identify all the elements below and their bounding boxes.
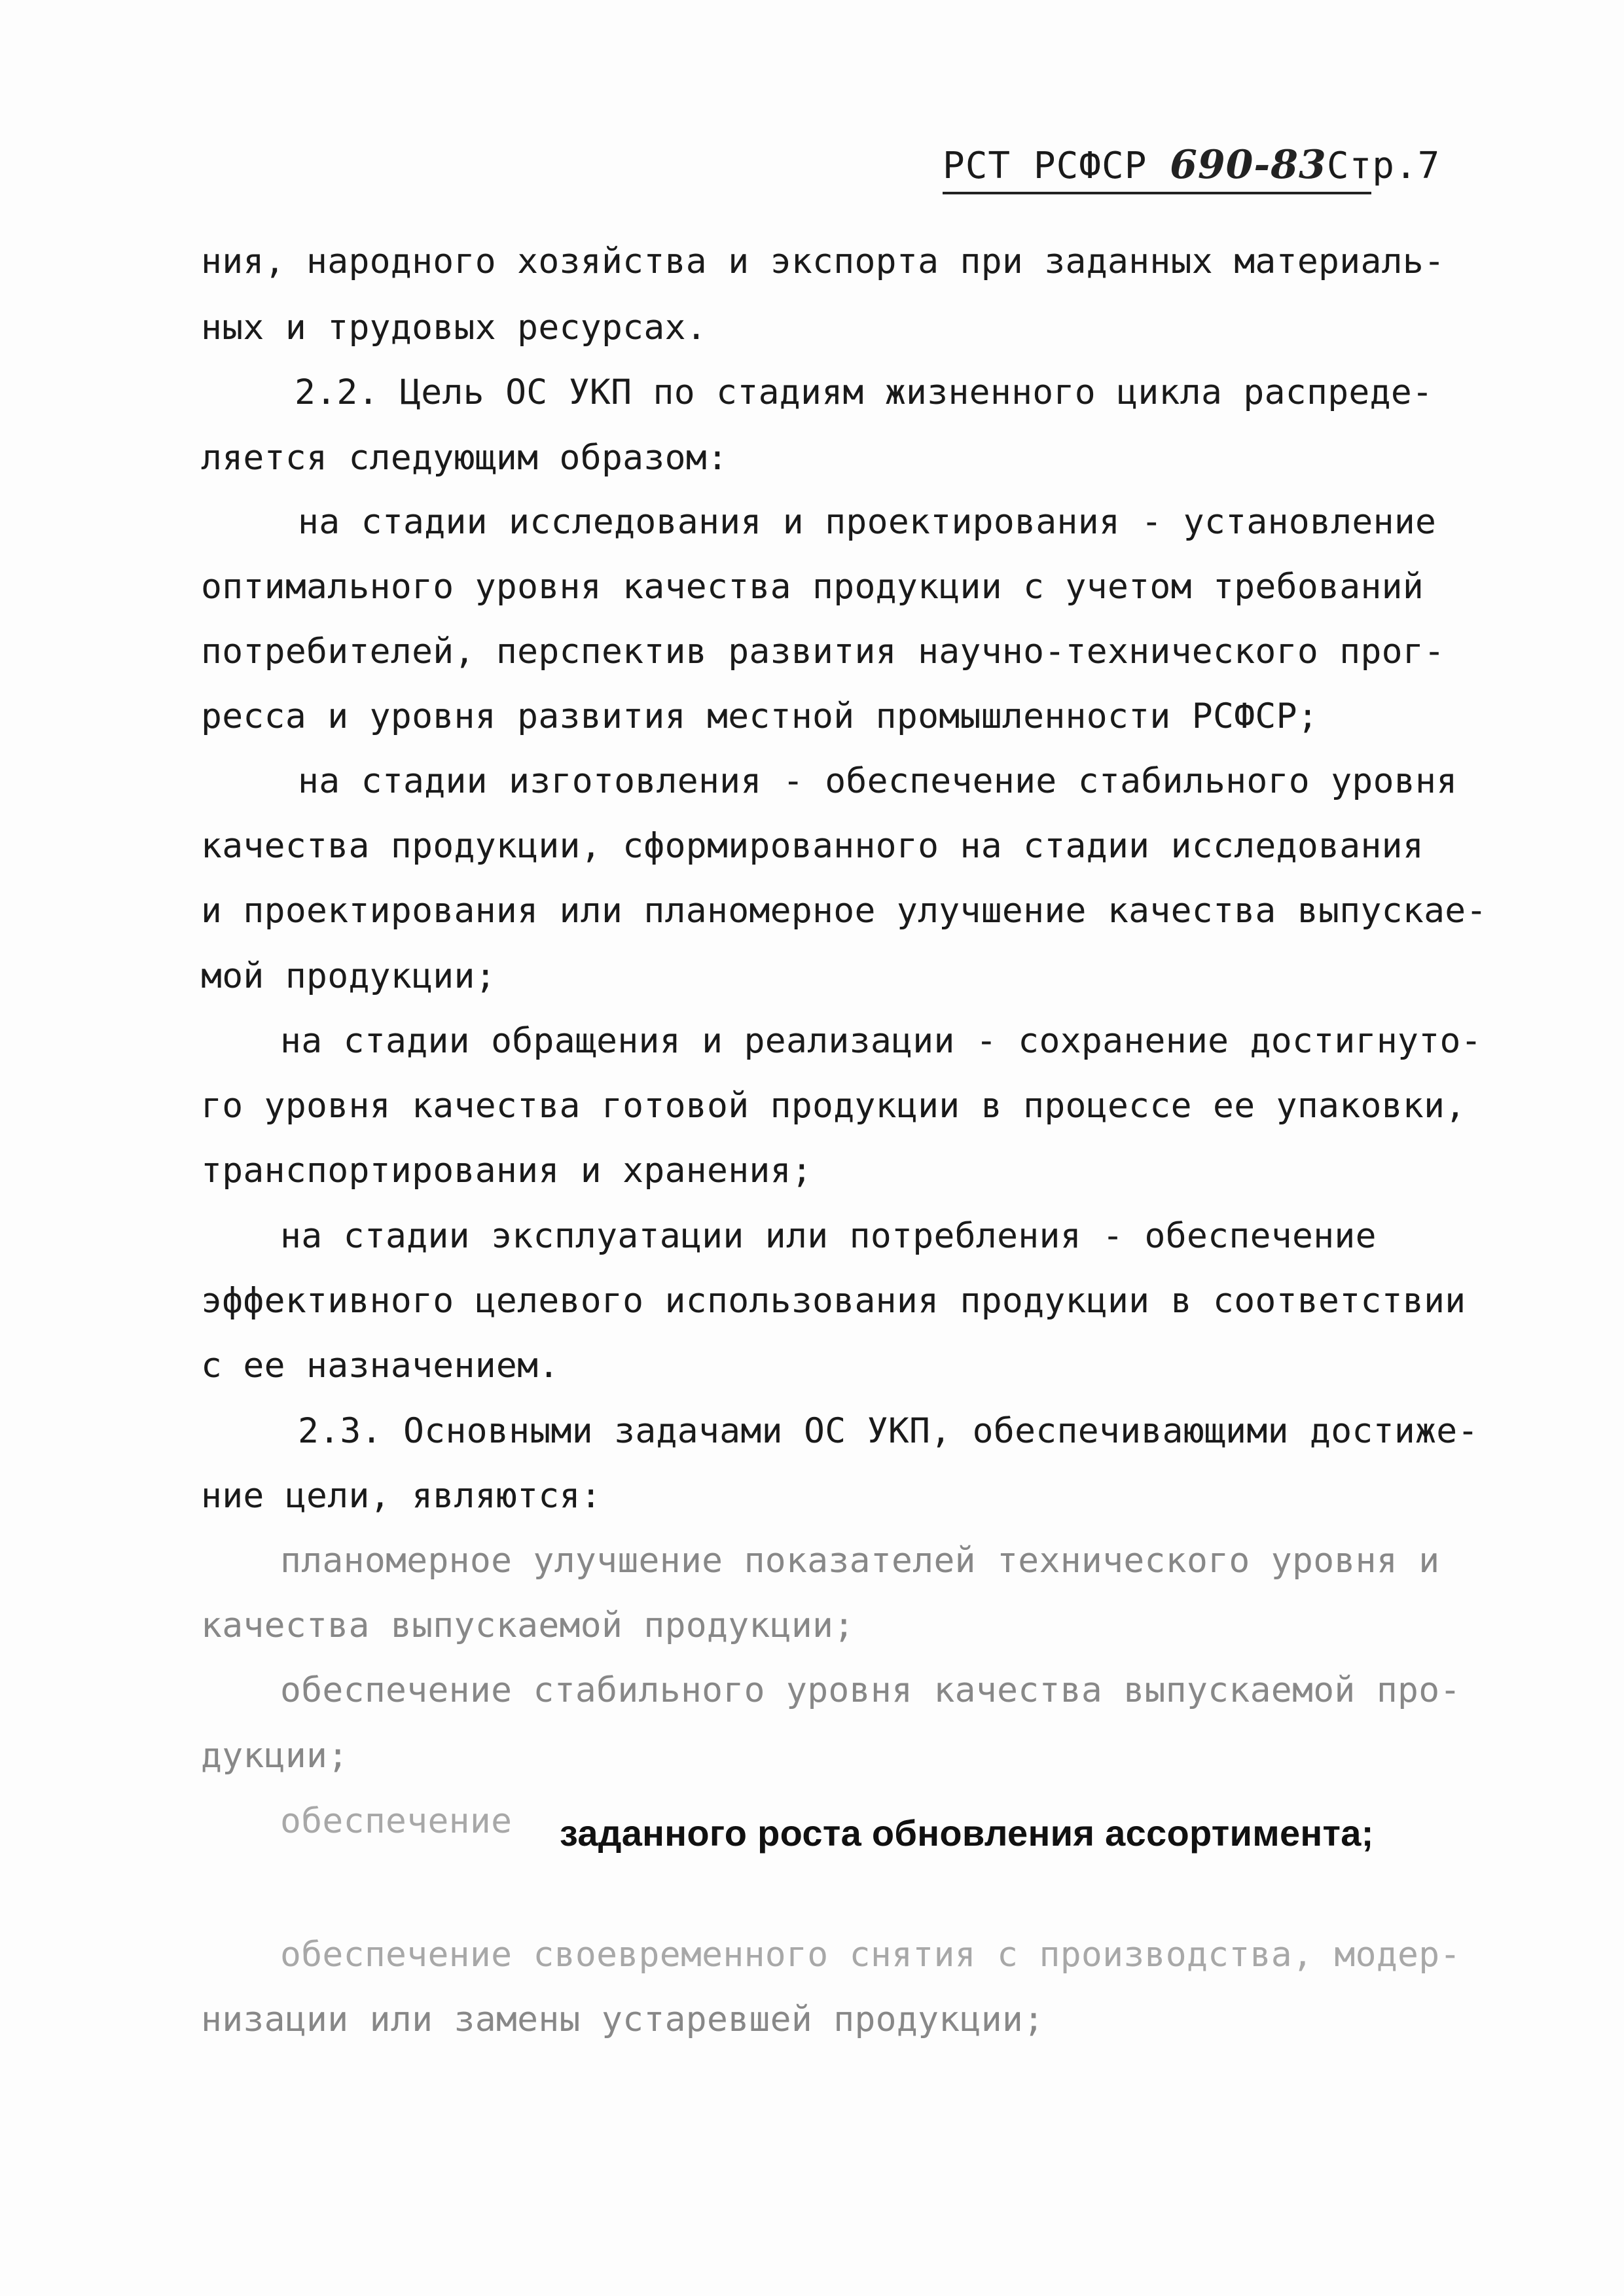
header-handwritten-number: 690-83 xyxy=(1170,142,1327,188)
header-page-number: Стр.7 xyxy=(1326,145,1441,187)
text-line: качества выпускаемой продукции; xyxy=(201,1605,855,1645)
task-item-assortment-faded: обеспечение xyxy=(280,1801,513,1841)
task-item-improvement: планомерное улучшение показателей технического уровня и xyxy=(280,1541,1440,1581)
list-item-circulation-stage: на стадии обращения и реализации - сохранение достигнуто- xyxy=(280,1021,1482,1061)
task-item-assortment-overprint: заданного роста обновления ассортимента; xyxy=(560,1812,1374,1854)
text-line: мой продукции; xyxy=(201,956,496,996)
text-line: потребителей, перспектив развития научно-технического прог- xyxy=(201,632,1445,672)
text-line: ных и трудовых ресурсах. xyxy=(201,308,708,348)
task-item-obsolete-products: обеспечение своевременного снятия с производства, модер- xyxy=(280,1935,1461,1975)
text-line: с ее назначением. xyxy=(201,1346,560,1386)
text-line: эффективного целевого использования продукции в соответствии xyxy=(201,1281,1466,1321)
text-line: низации или замены устаревшей продукции; xyxy=(201,2000,1045,2039)
header-standard-code: РСТ РСФСР xyxy=(943,145,1170,187)
task-item-stability: обеспечение стабильного уровня качества выпускаемой про- xyxy=(280,1670,1461,1710)
text-line: транспортирования и хранения; xyxy=(201,1151,813,1191)
text-line: оптимального уровня качества продукции с учетом требований xyxy=(201,567,1424,607)
text-line: ресса и уровня развития местной промышленности РСФСР; xyxy=(201,696,1319,736)
text-line: ния, народного хозяйства и экспорта при заданных материаль- xyxy=(201,242,1445,281)
header-underline xyxy=(943,192,1371,194)
list-item-operation-stage: на стадии эксплуатации или потребления - обеспечение xyxy=(280,1216,1377,1256)
text-line: и проектирования или планомерное улучшение качества выпускае- xyxy=(201,891,1487,931)
paragraph-2-3-start: 2.3. Основными задачами ОС УКП, обеспечивающими достиже- xyxy=(298,1411,1479,1451)
text-line: дукции; xyxy=(201,1736,349,1776)
list-item-research-stage: на стадии исследования и проектирования - установление xyxy=(298,502,1437,542)
text-line: го уровня качества готовой продукции в процессе ее упаковки, xyxy=(201,1086,1466,1126)
text-line: качества продукции, сформированного на стадии исследования xyxy=(201,826,1424,866)
list-item-manufacturing-stage: на стадии изготовления - обеспечение стабильного уровня xyxy=(298,761,1458,801)
text-line: ляется следующим образом: xyxy=(201,438,729,478)
page-header xyxy=(943,142,1441,188)
text-line: ние цели, являются: xyxy=(201,1476,602,1516)
paragraph-2-2-start: 2.2. Цель ОС УКП по стадиям жизненного цикла распреде- xyxy=(295,372,1434,412)
